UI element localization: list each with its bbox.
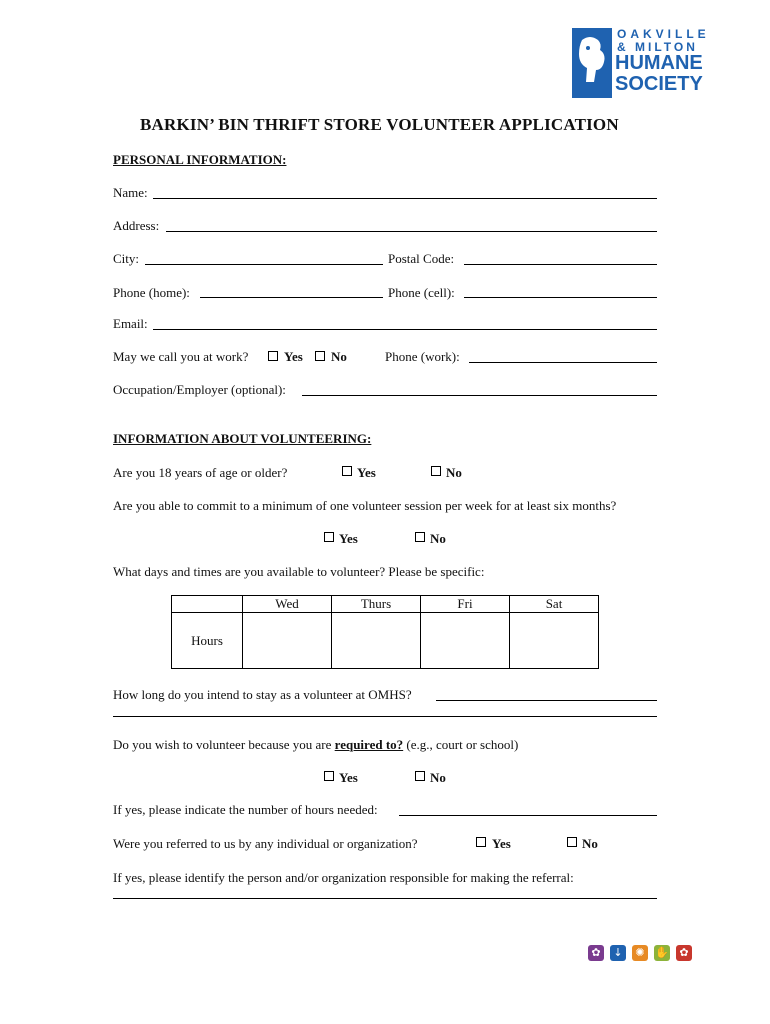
- postal-label: Postal Code:: [388, 251, 455, 266]
- days-question: What days and times are you available to volunteer? Please be specific:: [113, 564, 485, 579]
- paw-icon: ✿: [588, 945, 604, 961]
- table-header-sat: Sat: [510, 596, 599, 613]
- postal-field[interactable]: [464, 264, 657, 265]
- required-yes-checkbox[interactable]: [324, 771, 334, 781]
- commit-no-checkbox[interactable]: [415, 532, 425, 542]
- required-no-checkbox[interactable]: [415, 771, 425, 781]
- hours-needed-field[interactable]: [399, 815, 657, 816]
- required-question-post: (e.g., court or school): [403, 737, 519, 752]
- address-label: Address:: [113, 218, 160, 233]
- referral-identify-field[interactable]: [113, 898, 657, 899]
- age-question: Are you 18 years of age or older?: [113, 465, 288, 480]
- email-label: Email:: [113, 316, 148, 331]
- hand-icon: ✋: [655, 946, 669, 959]
- ball-icon: ✺: [632, 945, 648, 961]
- commit-no-label: No: [430, 531, 446, 546]
- age-yes-label: Yes: [357, 465, 376, 480]
- logo-line-3: HUMANE: [615, 52, 703, 74]
- referred-yes-checkbox[interactable]: [476, 837, 486, 847]
- required-no-label: No: [430, 770, 446, 785]
- city-field[interactable]: [145, 264, 383, 265]
- commit-yes-checkbox[interactable]: [324, 532, 334, 542]
- required-question-pre: Do you wish to volunteer because you are: [113, 737, 335, 752]
- table-header-wed: Wed: [243, 596, 332, 613]
- table-header-row: [172, 596, 599, 613]
- age-yes-checkbox[interactable]: [342, 466, 352, 476]
- phone-work-label: Phone (work):: [385, 349, 460, 364]
- paw2-icon: ✿: [676, 945, 692, 961]
- hours-needed-question: If yes, please indicate the number of hours needed:: [113, 802, 378, 817]
- age-no-checkbox[interactable]: [431, 466, 441, 476]
- humane-society-logo-icon: [572, 28, 612, 98]
- referred-question: Were you referred to us by any individual or organization?: [113, 836, 418, 851]
- required-question: [113, 737, 518, 753]
- hours-wed-cell[interactable]: [243, 613, 332, 669]
- commit-yes-label: Yes: [339, 531, 358, 546]
- required-question-emphasis: required to?: [334, 737, 404, 752]
- referred-yes-label: Yes: [492, 836, 511, 851]
- phone-cell-label: Phone (cell):: [388, 285, 455, 300]
- commit-question: Are you able to commit to a minimum of one volunteer session per week for at least six months?: [113, 498, 617, 513]
- hours-row-label: Hours: [172, 613, 243, 669]
- page-title: BARKIN’ BIN THRIFT STORE VOLUNTEER APPLICATION: [140, 115, 619, 134]
- referral-identify-question: If yes, please identify the person and/or organization responsible for making the referral:: [113, 870, 574, 885]
- logo-line-4: SOCIETY: [615, 73, 703, 95]
- table-header-fri: Fri: [421, 596, 510, 613]
- call-work-yes-checkbox[interactable]: [268, 351, 278, 361]
- table-header-blank: [172, 596, 243, 613]
- table-header-thurs: Thurs: [332, 596, 421, 613]
- howlong-field-extra[interactable]: [113, 716, 657, 717]
- table-row: [172, 613, 599, 669]
- logo-line-1: OAKVILLE: [617, 27, 710, 41]
- call-work-no-checkbox[interactable]: [315, 351, 325, 361]
- howlong-question: How long do you intend to stay as a volunteer at OMHS?: [113, 687, 412, 702]
- age-no-label: No: [446, 465, 462, 480]
- personal-info-heading: PERSONAL INFORMATION:: [113, 152, 287, 167]
- call-work-label: May we call you at work?: [113, 349, 249, 364]
- volunteering-heading: INFORMATION ABOUT VOLUNTEERING:: [113, 431, 372, 446]
- phone-cell-field[interactable]: [464, 297, 657, 298]
- phone-work-field[interactable]: [469, 362, 657, 363]
- referred-no-label: No: [582, 836, 598, 851]
- city-label: City:: [113, 251, 140, 266]
- hours-sat-cell[interactable]: [510, 613, 599, 669]
- occupation-label: Occupation/Employer (optional):: [113, 382, 286, 397]
- name-label: Name:: [113, 185, 148, 200]
- required-yes-label: Yes: [339, 770, 358, 785]
- call-work-no-label: No: [331, 349, 347, 364]
- phone-home-field[interactable]: [200, 297, 383, 298]
- referred-no-checkbox[interactable]: [567, 837, 577, 847]
- call-work-yes-label: Yes: [284, 349, 303, 364]
- hours-fri-cell[interactable]: [421, 613, 510, 669]
- occupation-field[interactable]: [302, 395, 657, 396]
- availability-table: [171, 595, 599, 669]
- name-field[interactable]: [153, 198, 657, 199]
- howlong-field[interactable]: [436, 700, 657, 701]
- hours-thurs-cell[interactable]: [332, 613, 421, 669]
- phone-home-label: Phone (home):: [113, 285, 190, 300]
- logo-line-2: & MILTON: [617, 40, 698, 54]
- email-field[interactable]: [153, 329, 657, 330]
- address-field[interactable]: [166, 231, 657, 232]
- arrow-icon: ↓: [610, 945, 626, 961]
